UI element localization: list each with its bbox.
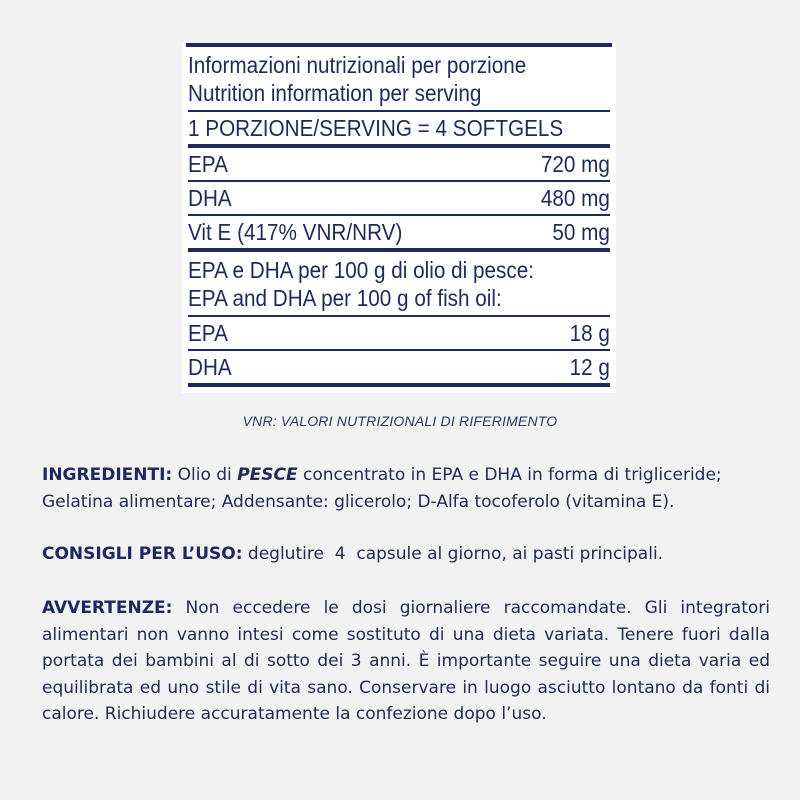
serving-row xyxy=(188,112,610,144)
usage-paragraph xyxy=(42,541,770,568)
vnr-footnote: VNR: VALORI NUTRIZIONALI DI RIFERIMENTO xyxy=(242,413,558,429)
serving-text: 1 PORZIONE/SERVING = 4 SOFTGELS xyxy=(188,115,564,141)
usage-text: deglutire 4 capsule al giorno, ai pasti principali. xyxy=(242,544,664,564)
ingredients-label: INGREDIENTI: xyxy=(42,465,173,485)
nutrient-value: 480 mg xyxy=(540,185,610,211)
table-row xyxy=(188,216,610,248)
per100-italian: EPA e DHA per 100 g di olio di pesce: xyxy=(188,257,534,283)
nutrient-name: DHA xyxy=(188,185,232,211)
ingredients-text: Olio di xyxy=(172,465,238,485)
ingredients-highlight: PESCE xyxy=(237,465,298,485)
warnings-text: Non eccedere le dosi giornaliere raccomandate. Gli integratori alimentari non vanno intesi come sostituto di una dieta variata. Tenere fuori dalla portata dei bambini al di sotto dei 3 anni. È importante seguire una dieta varia ed equilibrata ed uno stile di vita sano. Conservare in luogo asciutto lontano da fonti di calore. Richiudere accuratamente la confezione dopo l’uso. xyxy=(42,598,770,724)
nutrient-name: Vit E (417% VNR/NRV) xyxy=(188,219,403,245)
table-header xyxy=(188,47,610,110)
table-row xyxy=(188,182,610,214)
per100-header xyxy=(188,252,610,315)
nutrient-name: DHA xyxy=(188,354,232,380)
nutrient-value: 720 mg xyxy=(540,151,610,177)
table-row xyxy=(188,317,610,349)
header-english: Nutrition information per serving xyxy=(188,80,482,106)
ingredients-paragraph xyxy=(42,462,770,515)
nutrient-name: EPA xyxy=(188,320,228,346)
nutrient-value: 18 g xyxy=(569,320,610,346)
usage-label: CONSIGLI PER L’USO: xyxy=(42,544,243,564)
nutrition-table xyxy=(182,43,616,393)
nutrient-value: 12 g xyxy=(569,354,610,380)
table-bottom-rule xyxy=(188,383,610,387)
ingredients-text-rest: concentrato in EPA e DHA in forma di trigliceride; Gelatina alimentare; Addensante: glicerolo; D-Alfa tocoferolo (vitamina E). xyxy=(42,465,722,512)
per100-english: EPA and DHA per 100 g of fish oil: xyxy=(188,285,502,311)
nutrient-value: 50 mg xyxy=(552,219,610,245)
table-row xyxy=(188,148,610,180)
nutrient-name: EPA xyxy=(188,151,228,177)
header-italian: Informazioni nutrizionali per porzione xyxy=(188,52,527,78)
warnings-paragraph xyxy=(42,595,770,728)
warnings-label: AVVERTENZE: xyxy=(42,598,173,618)
table-row xyxy=(188,351,610,383)
